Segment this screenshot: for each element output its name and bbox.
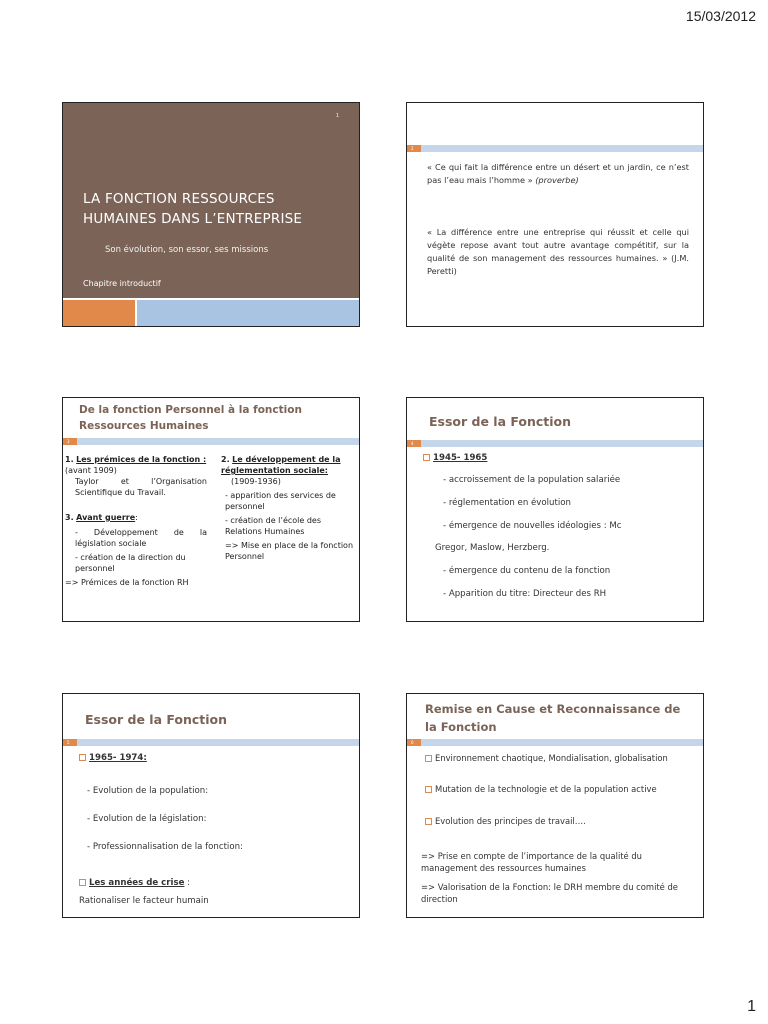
slide-number: 6 — [411, 740, 414, 745]
arrow-item: => Prise en compte de l’importance de la qualité du management des ressources humaines — [421, 851, 642, 873]
heading-number: 2. — [221, 455, 230, 464]
section-heading — [65, 454, 207, 476]
title-line: LA FONCTION RESSOURCES — [83, 191, 275, 207]
slide-3 — [62, 397, 360, 622]
paragraph: - Développement de la législation sociale — [75, 528, 207, 548]
list-item: - émergence de nouvelles idéologies : Mc — [443, 521, 622, 531]
accent-block-blue — [137, 300, 360, 327]
square-bullet-icon — [425, 755, 432, 762]
list-item: - Apparition du titre: Directeur des RH — [443, 589, 607, 599]
bullet-item — [425, 815, 699, 827]
slide-number: 5 — [67, 740, 70, 745]
list-item: Rationaliser le facteur humain — [79, 896, 209, 906]
heading-number: 1. — [65, 455, 74, 464]
square-bullet-icon — [425, 818, 432, 825]
paragraph: Taylor et l’Organisation Scientifique du Travail. — [75, 477, 207, 497]
section-heading — [65, 512, 207, 523]
slide-6 — [406, 693, 704, 918]
slide-4 — [406, 397, 704, 622]
slide-number: 1 — [335, 113, 339, 119]
slide-title — [83, 189, 343, 229]
band-accent — [407, 440, 421, 447]
title-line: HUMAINES DANS L’ENTREPRISE — [83, 211, 303, 227]
accent-block-orange — [63, 300, 135, 327]
period-heading — [423, 453, 487, 463]
bullet-item — [425, 752, 699, 764]
quote-text: « Ce qui fait la différence entre un désert et un jardin, ce n’est pas l’eau mais l’homme » — [427, 162, 689, 185]
paragraph: - apparition des services de personnel — [225, 491, 336, 511]
slide-2 — [406, 102, 704, 327]
list-item: Gregor, Maslow, Herzberg. — [435, 543, 550, 553]
period-text: 1965- 1974: — [89, 753, 147, 763]
bullet-item — [425, 783, 699, 795]
slide-title: Essor de la Fonction — [429, 414, 572, 429]
list-item: - émergence du contenu de la fonction — [443, 566, 611, 576]
crisis-heading — [79, 878, 190, 888]
slide-subtitle: Son évolution, son essor, ses missions — [105, 245, 269, 255]
header-band — [407, 440, 703, 447]
bullet-text: Environnement chaotique, Mondialisation, globalisation — [435, 753, 668, 763]
slide-number: 3 — [67, 439, 70, 444]
print-date: 15/03/2012 — [685, 8, 756, 24]
section-heading — [221, 454, 357, 476]
list-item: - accroissement de la population salariée — [443, 475, 621, 485]
quote-source: (proverbe) — [535, 175, 579, 185]
list-item: - Evolution de la législation: — [87, 814, 207, 824]
slide-5 — [62, 693, 360, 918]
square-bullet-icon — [79, 754, 86, 761]
bullet-text: Evolution des principes de travail…. — [435, 816, 586, 826]
paragraph: - création de l’école des Relations Humaines — [225, 516, 322, 536]
header-band — [407, 145, 703, 152]
paragraph: => Mise en place de la fonction Personnel — [225, 541, 354, 561]
list-item: - réglementation en évolution — [443, 498, 571, 508]
right-column — [221, 454, 357, 562]
list-item: - Evolution de la population: — [87, 786, 209, 796]
heading-text: Avant guerre — [76, 513, 136, 522]
heading-number: 3. — [65, 513, 74, 522]
bullet-text: Mutation de la technologie et de la population active — [435, 784, 657, 794]
band-accent — [407, 145, 421, 152]
slide-title: Essor de la Fonction — [85, 712, 228, 727]
header-band — [407, 739, 703, 746]
list-item: - Professionnalisation de la fonction: — [87, 842, 243, 852]
paragraph: => Prémices de la fonction RH — [65, 578, 189, 587]
page-number: 1 — [747, 998, 756, 1015]
chapter-label: Chapitre introductif — [83, 279, 161, 288]
slide-title: Remise en Cause et Reconnaissance de la Fonction — [425, 702, 681, 734]
crisis-text: Les années de crise — [89, 878, 185, 888]
quote-2: « La différence entre une entreprise qui réussit et celle qui végète repose avant tout autre avantage compétitif, sur la qualité de son management des ressources humaines. » (J.M. Peretti) — [427, 227, 689, 276]
heading-extra: : — [135, 513, 138, 522]
square-bullet-icon — [79, 879, 86, 886]
crisis-extra: : — [187, 878, 191, 888]
square-bullet-icon — [423, 454, 430, 461]
left-column — [65, 454, 207, 588]
slide-1 — [62, 102, 360, 327]
arrow-item: => Valorisation de la Fonction: le DRH membre du comité de direction — [421, 882, 678, 904]
slide-number: 2 — [411, 146, 414, 151]
band-accent — [63, 438, 77, 445]
heading-extra: (avant 1909) — [65, 466, 117, 475]
slide-title: De la fonction Personnel à la fonction Ressources Humaines — [79, 404, 302, 432]
paragraph: - création de la direction du personnel — [75, 553, 186, 573]
period-text: 1945- 1965 — [433, 453, 488, 463]
paragraph: (1909-1936) — [231, 477, 281, 486]
slide-number: 4 — [411, 441, 414, 446]
period-heading — [79, 753, 147, 763]
band-accent — [63, 739, 77, 746]
square-bullet-icon — [425, 786, 432, 793]
heading-text: Les prémices de la fonction : — [76, 455, 207, 464]
header-band — [63, 438, 359, 445]
heading-text: Le développement de la réglementation sociale: — [221, 455, 341, 475]
band-accent — [407, 739, 421, 746]
quote-1 — [427, 161, 689, 187]
header-band — [63, 739, 359, 746]
